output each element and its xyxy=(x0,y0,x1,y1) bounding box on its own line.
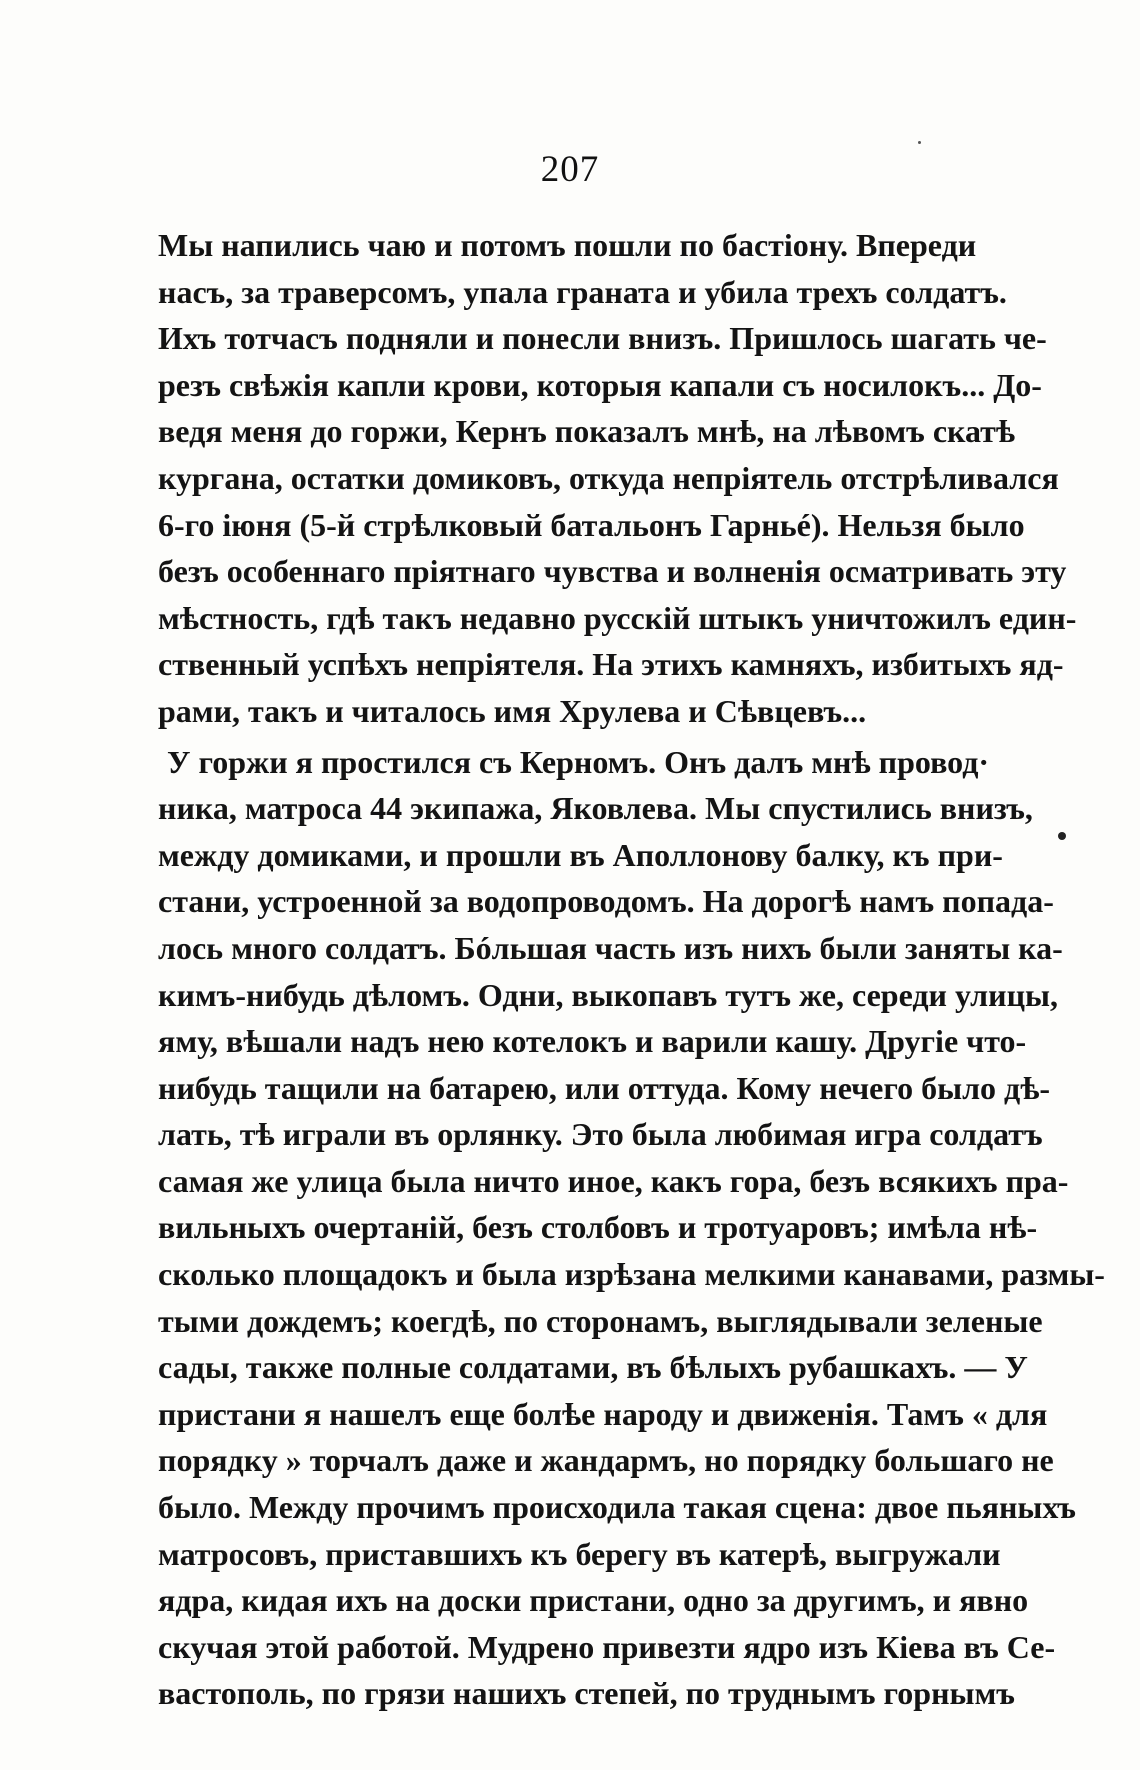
text-line: рами, такъ и читалось имя Хрулева и Сѣвцевъ... xyxy=(158,692,867,729)
text-line: ственный успѣхъ непріятеля. На этихъ камняхъ, избитыхъ яд- xyxy=(158,646,1064,683)
text-line: безъ особеннаго пріятнаго чувства и волненія осматривать эту xyxy=(158,553,1067,590)
text-line: самая же улица была ничто иное, какъ гора, безъ всякихъ пра- xyxy=(158,1162,1069,1199)
text-line: Ихъ тотчасъ подняли и понесли внизъ. Пришлось шагать че- xyxy=(158,320,1047,357)
paragraph xyxy=(158,222,1077,735)
text-line: матросовъ, приставшихъ къ берегу въ катерѣ, выгружали xyxy=(158,1535,1001,1572)
text-line: пристани я нашелъ еще болѣе народу и движенія. Тамъ « для xyxy=(158,1395,1048,1432)
text-line: кургана, остатки домиковъ, откуда непріятель отстрѣливался xyxy=(158,459,1059,496)
text-line: Мы напились чаю и потомъ пошли по бастіону. Впереди xyxy=(158,227,977,263)
page-number: 207 xyxy=(540,149,600,190)
text-line: было. Между прочимъ происходила такая сцена: двое пьяныхъ xyxy=(158,1489,1076,1526)
text-line: яму, вѣшали надъ нею котелокъ и варили кашу. Другіе что- xyxy=(158,1023,1027,1060)
text-line: лось много солдатъ. Бóльшая часть изъ нихъ были заняты ка- xyxy=(158,929,1063,966)
text-line: нибудь тащили на батарею, или оттуда. Кому нечего было дѣ- xyxy=(158,1069,1051,1106)
text-line: порядку » торчалъ даже и жандармъ, но порядку большаго не xyxy=(158,1442,1054,1479)
text-line: ядра, кидая ихъ на доски пристани, одно за другимъ, и явно xyxy=(158,1582,1029,1619)
text-line: стани, устроенной за водопроводомъ. На дорогѣ намъ попада- xyxy=(158,883,1054,920)
paragraph xyxy=(158,739,1105,1717)
text-line: ника, матроса 44 экипажа, Яковлева. Мы спустились внизъ, xyxy=(158,790,1033,827)
text-line: У горжи я простился съ Керномъ. Онъ далъ мнѣ провод· xyxy=(167,743,990,780)
text-line: лать, тѣ играли въ орлянку. Это была любимая игра солдатъ xyxy=(158,1116,1043,1153)
text-line: сады, также полные солдатами, въ бѣлыхъ рубашкахъ. — У xyxy=(158,1349,1028,1386)
text-line: насъ, за траверсомъ, упала граната и убила трехъ солдатъ. xyxy=(158,273,1007,310)
body-text xyxy=(158,222,1105,1717)
text-line: ведя меня до горжи, Кернъ показалъ мнѣ, на лѣвомъ скатѣ xyxy=(158,413,1016,450)
text-line: тыми дождемъ; коегдѣ, по сторонамъ, выглядывали зеленые xyxy=(158,1302,1043,1339)
margin-speck-small xyxy=(918,141,921,144)
text-line: вастополь, по грязи нашихъ степей, по труднымъ горнымъ xyxy=(158,1675,1015,1712)
text-line: 6-го іюня (5-й стрѣлковый батальонъ Гарньé). Нельзя было xyxy=(158,506,1025,543)
text-line: резъ свѣжія капли крови, которыя капали съ носилокъ... До- xyxy=(158,366,1042,403)
text-line: скучая этой работой. Мудрено привезти ядро изъ Кіева въ Се- xyxy=(158,1628,1056,1665)
text-line: вильныхъ очертаній, безъ столбовъ и тротуаровъ; имѣла нѣ- xyxy=(158,1209,1038,1246)
text-line: сколько площадокъ и была изрѣзана мелкими канавами, размы- xyxy=(158,1256,1105,1293)
margin-speck xyxy=(1058,832,1066,840)
text-line: мѣстность, гдѣ такъ недавно русскій штыкъ уничтожилъ един- xyxy=(158,599,1077,636)
text-line: кимъ-нибудь дѣломъ. Одни, выкопавъ тутъ же, середи улицы, xyxy=(158,976,1058,1013)
text-line: между домиками, и прошли въ Аполлонову балку, къ при- xyxy=(158,836,1003,873)
